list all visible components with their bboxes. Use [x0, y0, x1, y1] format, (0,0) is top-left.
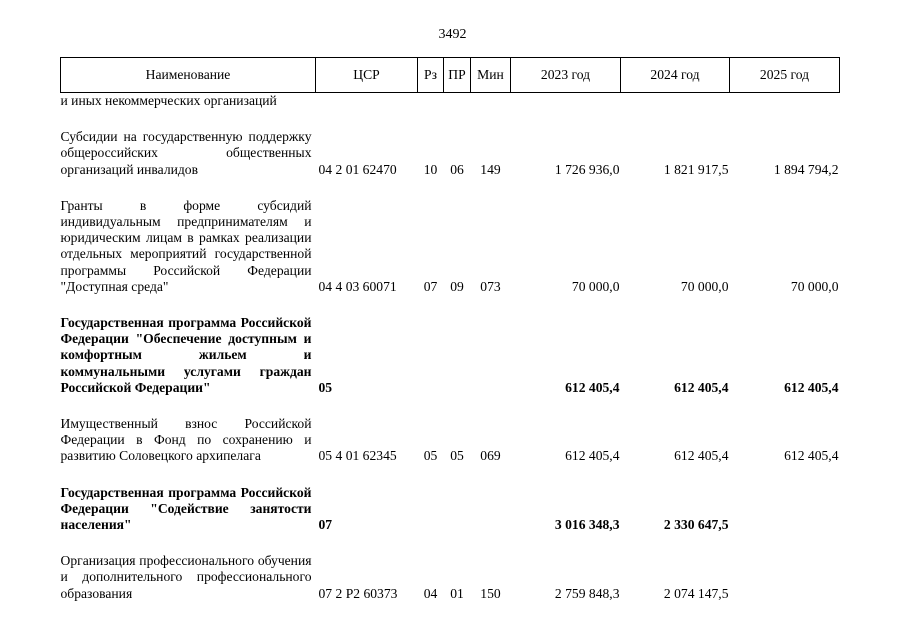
row-name: Государственная программа Российской Федерации "Содействие занятости населения": [60, 484, 312, 533]
table-row: [61, 396, 840, 465]
row-rz: 05: [423, 448, 438, 464]
row-2024: 1 821 917,5: [663, 161, 729, 177]
row-2023: 2 759 848,3: [554, 585, 620, 601]
row-csr: 05: [318, 379, 333, 395]
row-min: 150: [480, 585, 501, 601]
row-name: Субсидии на государственную поддержку общероссийских общественных организаций инвалидов: [60, 129, 312, 177]
row-2023: [511, 93, 621, 110]
row-pr: 06: [450, 161, 464, 177]
row-name: и иных некоммерческих организаций: [60, 93, 277, 108]
row-2025: 70 000,0: [790, 278, 839, 294]
row-min: 149: [480, 161, 501, 177]
row-rz: [418, 295, 444, 396]
row-2025: [730, 93, 840, 110]
table-header-row: [61, 58, 840, 93]
header-2023: 2023 год: [511, 58, 621, 93]
row-2024: 2 074 147,5: [663, 585, 729, 601]
row-min: [471, 465, 511, 534]
row-min: [471, 93, 511, 110]
row-name: Имущественный взнос Российской Федерации в Фонд по сохранению и развитию Соловецкого архипелага: [60, 416, 312, 464]
row-2023: 612 405,4: [565, 448, 620, 464]
row-pr: 05: [450, 448, 464, 464]
row-csr: [316, 93, 418, 110]
row-2024: 70 000,0: [680, 278, 729, 294]
budget-table: [60, 57, 840, 602]
row-name: Гранты в форме субсидий индивидуальным предпринимателям и юридическим лицам в рамках реализации отдельных мероприятий государственной программы Российской Федерации "Доступная среда": [60, 197, 312, 294]
row-csr: 04 2 01 62470: [318, 161, 397, 177]
row-2023: 3 016 348,3: [554, 517, 620, 533]
row-min: 069: [480, 448, 501, 464]
row-csr: 04 4 03 60071: [318, 278, 397, 294]
row-pr: [444, 93, 471, 110]
row-2024: 2 330 647,5: [663, 517, 729, 533]
row-pr: [444, 465, 471, 534]
row-name: Организация профессионального обучения и дополнительного профессионального образования: [60, 553, 312, 601]
header-2024: 2024 год: [621, 58, 730, 93]
row-pr: [444, 295, 471, 396]
row-rz: [418, 465, 444, 534]
row-name: Государственная программа Российской Федерации "Обеспечение доступным и комфортным жильем и коммунальными услугами граждан Российской Федерации": [60, 315, 312, 395]
header-name: Наименование: [61, 58, 316, 93]
row-csr: 05 4 01 62345: [318, 448, 397, 464]
row-2023: 1 726 936,0: [554, 161, 620, 177]
header-rz: Рз: [418, 58, 444, 93]
page-number: 3492: [438, 27, 467, 42]
table-row: [61, 93, 840, 110]
table-row: [61, 109, 840, 178]
row-rz: 10: [423, 161, 438, 177]
row-2023: 612 405,4: [565, 379, 620, 395]
row-2025: 1 894 794,2: [773, 161, 839, 177]
row-rz: [418, 93, 444, 110]
row-rz: 07: [423, 278, 438, 294]
row-2025: 612 405,4: [784, 379, 839, 395]
row-min: 073: [480, 278, 501, 294]
table-row: [61, 533, 840, 602]
row-2025: 612 405,4: [784, 448, 839, 464]
row-2025: [730, 533, 840, 602]
row-2025: [730, 465, 840, 534]
header-2025: 2025 год: [730, 58, 840, 93]
row-csr: 07: [318, 517, 333, 533]
table-row-program: [61, 295, 840, 396]
row-2024: [621, 93, 730, 110]
header-pr: ПР: [444, 58, 471, 93]
row-2024: 612 405,4: [674, 379, 729, 395]
row-pr: 01: [450, 585, 464, 601]
table-row-program: [61, 465, 840, 534]
row-rz: 04: [423, 585, 438, 601]
row-pr: 09: [450, 278, 464, 294]
row-min: [471, 295, 511, 396]
header-csr: ЦСР: [316, 58, 418, 93]
table-row: [61, 178, 840, 295]
header-min: Мин: [471, 58, 511, 93]
row-2023: 70 000,0: [571, 278, 620, 294]
row-csr: 07 2 P2 60373: [318, 585, 398, 601]
row-2024: 612 405,4: [674, 448, 729, 464]
